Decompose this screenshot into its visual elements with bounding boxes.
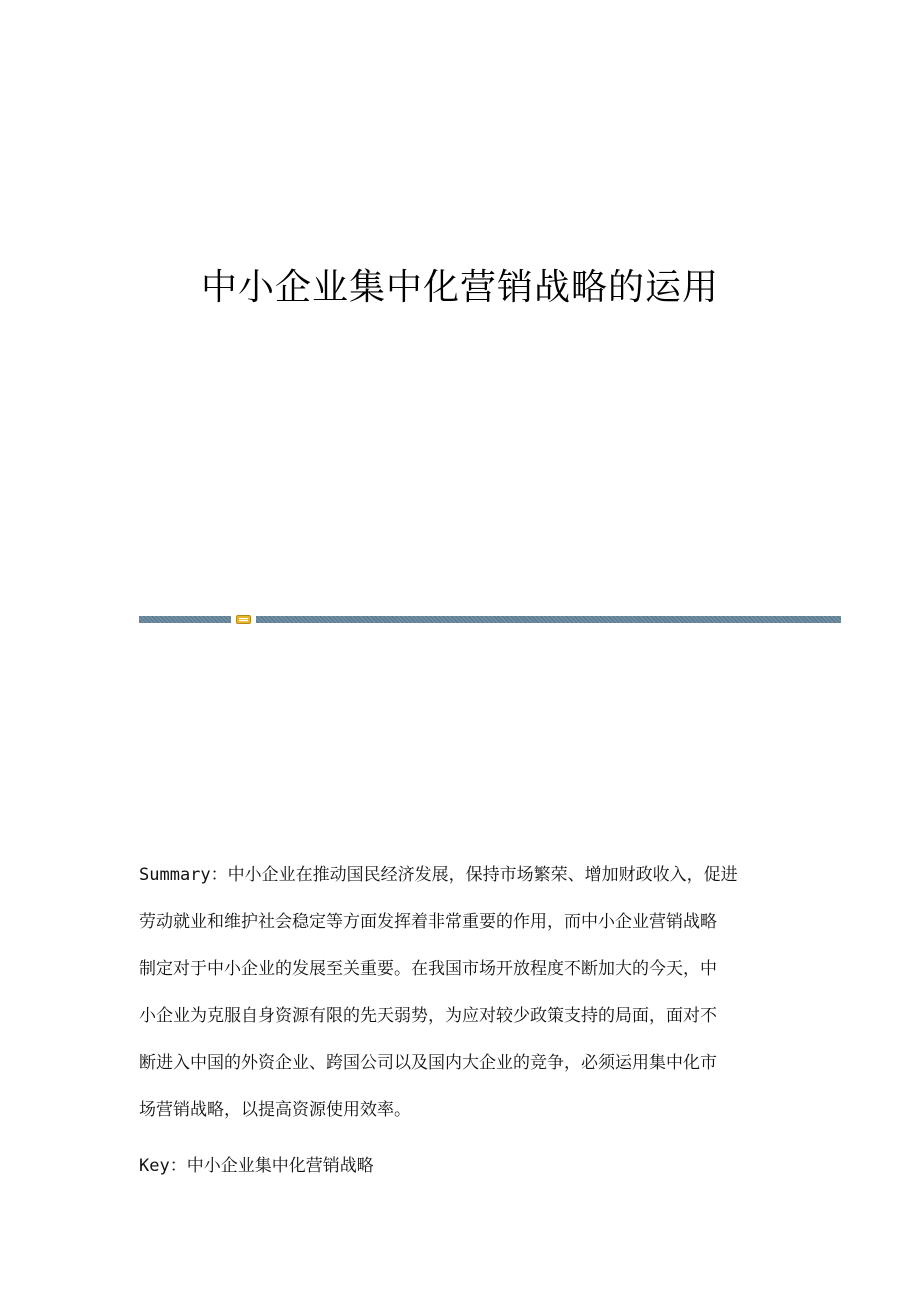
keywords-line: Key：中小企业集中化营销战略 [139, 1156, 374, 1176]
divider-bar-right [256, 616, 841, 623]
summary-line: 小企业为克服自身资源有限的先天弱势，为应对较少政策支持的局面，面对不 [139, 1006, 717, 1026]
decorative-divider [139, 614, 841, 626]
summary-paragraph [139, 852, 784, 1134]
document-title: 中小企业集中化营销战略的运用 [200, 267, 719, 308]
divider-bar-left [139, 616, 231, 623]
summary-line: 劳动就业和维护社会稳定等方面发挥着非常重要的作用，而中小企业营销战略 [139, 912, 717, 932]
summary-line: 制定对于中小企业的发展至关重要。在我国市场开放程度不断加大的今天，中 [139, 959, 717, 979]
ornament-icon [236, 614, 251, 625]
summary-line: 断进入中国的外资企业、跨国公司以及国内大企业的竞争，必须运用集中化市 [139, 1053, 717, 1073]
summary-line: 场营销战略，以提高资源使用效率。 [139, 1100, 411, 1120]
summary-line: Summary：中小企业在推动国民经济发展，保持市场繁荣、增加财政收入，促进 [139, 865, 738, 885]
